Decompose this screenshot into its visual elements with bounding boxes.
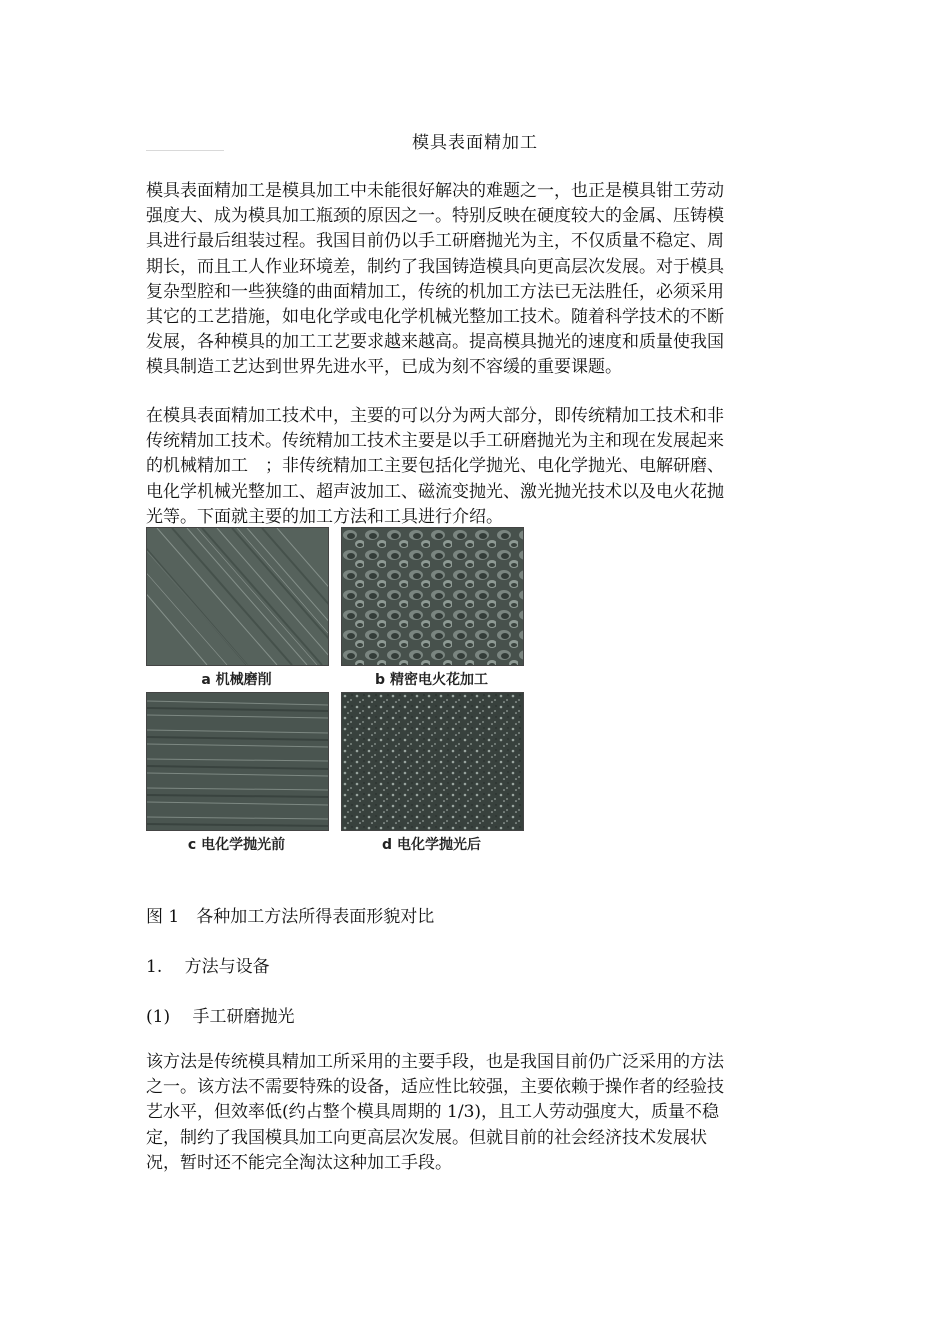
text-line: 况，暂时还不能完全淘汰这种加工手段。 xyxy=(146,1152,452,1173)
text-line: 在模具表面精加工技术中，主要的可以分为两大部分，即传统精加工技术和非 xyxy=(146,406,724,426)
text-line: 的机械精加工 ；非传统精加工主要包括化学抛光、电化学抛光、电解研磨、 xyxy=(146,456,724,477)
caption-d: d 电化学抛光后 xyxy=(382,837,481,853)
caption-b: b 精密电火花加工 xyxy=(375,672,488,688)
techniques-paragraph xyxy=(146,404,801,530)
micrograph-before-ec-polishing xyxy=(146,692,329,831)
intro-paragraph xyxy=(146,179,801,381)
micrograph-mechanical-grinding xyxy=(146,527,329,666)
text-line: 期长，而且工人作业环境差，制约了我国铸造模具向更高层次发展。对于模具 xyxy=(146,256,724,277)
text-line: 强度大、成为模具加工瓶颈的原因之一。特别反映在硬度较大的金属、压铸模 xyxy=(146,206,724,227)
section-heading: 1. 方法与设备 xyxy=(146,957,270,977)
text-line: 传统精加工技术。传统精加工技术主要是以手工研磨抛光为主和现在发展起来 xyxy=(146,431,724,452)
text-line: 复杂型腔和一些狭缝的曲面精加工，传统的机加工方法已无法胜任，必须采用 xyxy=(146,281,724,302)
manual-polishing-paragraph xyxy=(146,1050,801,1176)
text-line: 定，制约了我国模具加工向更高层次发展。但就目前的社会经济技术发展状 xyxy=(146,1127,707,1148)
subsection-heading: (1) 手工研磨抛光 xyxy=(146,1007,295,1027)
text-line: 其它的工艺措施，如电化学或电化学机械光整加工技术。随着科学技术的不断 xyxy=(146,307,724,328)
figure-caption: 图 1 各种加工方法所得表面形貌对比 xyxy=(146,907,435,927)
text-line: 模具制造工艺达到世界先进水平，已成为刻不容缓的重要课题。 xyxy=(146,357,622,378)
header-divider xyxy=(146,150,224,151)
text-line: 光等。下面就主要的加工方法和工具进行介绍。 xyxy=(146,506,503,527)
micrograph-after-ec-polishing xyxy=(341,692,524,831)
caption-a: a 机械磨削 xyxy=(201,672,272,688)
text-line: 模具表面精加工是模具加工中未能很好解决的难题之一，也正是模具钳工劳动 xyxy=(146,181,724,201)
text-line: 发展，各种模具的加工工艺要求越来越高。提高模具抛光的速度和质量使我国 xyxy=(146,332,724,353)
micrograph-precision-edm xyxy=(341,527,524,666)
text-line: 该方法是传统模具精加工所采用的主要手段，也是我国目前仍广泛采用的方法 xyxy=(146,1052,724,1072)
text-line: 电化学机械光整加工、超声波加工、磁流变抛光、激光抛光技术以及电火花抛 xyxy=(146,481,724,502)
text-line: 之一。该方法不需要特殊的设备，适应性比较强，主要依赖于操作者的经验技 xyxy=(146,1077,724,1098)
text-line: 具进行最后组装过程。我国目前仍以手工研磨抛光为主，不仅质量不稳定、周 xyxy=(146,231,724,252)
page-title: 模具表面精加工 xyxy=(412,133,538,153)
caption-c: c 电化学抛光前 xyxy=(187,837,286,853)
surface-comparison-figure xyxy=(146,527,526,857)
text-line: 艺水平，但效率低(约占整个模具周期的 1/3)，且工人劳动强度大，质量不稳 xyxy=(146,1102,720,1123)
